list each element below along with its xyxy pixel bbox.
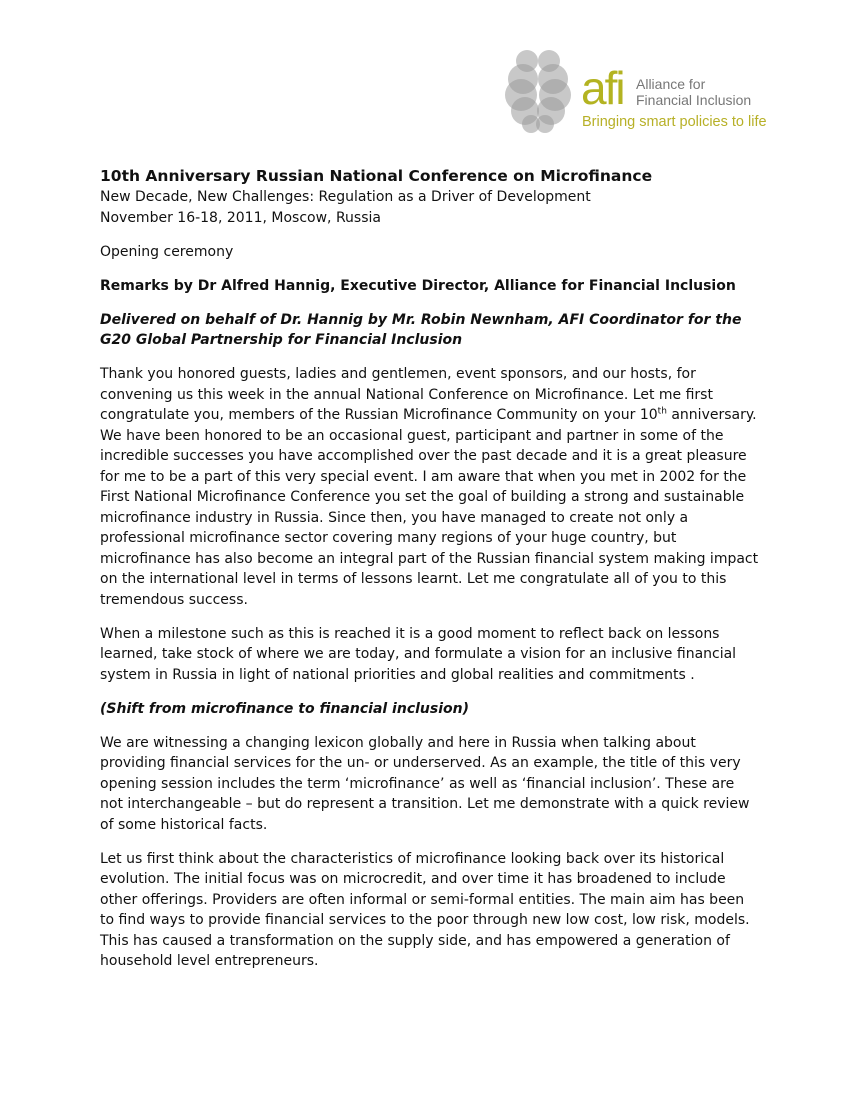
paragraph-3: We are witnessing a changing lexicon globally and here in Russia when talking about providing financial services for the un- or underserved. As an example, the title of this very opening session includes the term ‘microfinance’ as well as ‘financial inclusion’. These are not interchangeable – but do represent a transition. Let me demonstrate with a quick review of some historical facts. (100, 734, 750, 833)
document-title: 10th Anniversary Russian National Conference on Microfinance (100, 167, 653, 185)
remarks-by: Remarks by Dr Alfred Hannig, Executive Director, Alliance for Financial Inclusion (100, 277, 736, 294)
logo-tagline: Bringing smart policies to life (582, 114, 767, 130)
afi-circles-icon (505, 48, 575, 134)
paragraph-1 (100, 364, 760, 610)
org-name (636, 76, 751, 108)
paragraph-1-text-a: Thank you honored guests, ladies and gentlemen, event sponsors, and our hosts, for convening us this week in the annual National Conference on Microfinance. Let me first congratulate you, members of the Russian Microfinance Community on your 10 (100, 366, 713, 423)
afi-wordmark: afi (581, 62, 624, 114)
document-subtitle: New Decade, New Challenges: Regulation as a Driver of Development (100, 189, 591, 205)
org-name-line1: Alliance for (636, 76, 706, 92)
paragraph-4: Let us first think about the characteristics of microfinance looking back over its historical evolution. The initial focus was on microcredit, and over time it has broadened to include other offerings. Providers are often informal or semi-formal entities. The main aim has been to find ways to provide financial services to the poor through new low cost, low risk, models. This has caused a transformation on the supply side, and has empowered a generation of household level entrepreneurs. (100, 850, 750, 969)
paragraph-2: When a milestone such as this is reached it is a good moment to reflect back on lessons learned, take stock of where we are today, and formulate a vision for an inclusive financial system in Russia in light of national priorities and global realities and commitments . (100, 625, 737, 683)
ordinal-suffix: th (657, 406, 667, 417)
document-body (100, 166, 760, 985)
session-label: Opening ceremony (100, 243, 234, 260)
afi-logo (505, 48, 767, 134)
delivered-by: Delivered on behalf of Dr. Hannig by Mr. Robin Newnham, AFI Coordinator for the G20 Global Partnership for Financial Inclusion (100, 311, 742, 348)
date-location: November 16-18, 2011, Moscow, Russia (100, 209, 381, 226)
paragraph-1-text-b: anniversary. We have been honored to be an occasional guest, participant and partner in some of the incredible successes you have accomplished over the past decade and it is a great pleasure for me to be a part of this very special event. I am aware that when you met in 2002 for the First National Microfinance Conference you set the goal of building a strong and sustainable microfinance industry in Russia. Since then, you have managed to create not only a professional microfinance sector covering many regions of your huge country, but microfinance has also become an integral part of the Russian financial system making impact on the international level in terms of lessons learnt. Let me congratulate all of you to this tremendous success. (100, 407, 759, 608)
org-name-line2: Financial Inclusion (636, 92, 752, 108)
section-heading: (Shift from microfinance to financial inclusion) (100, 700, 470, 717)
